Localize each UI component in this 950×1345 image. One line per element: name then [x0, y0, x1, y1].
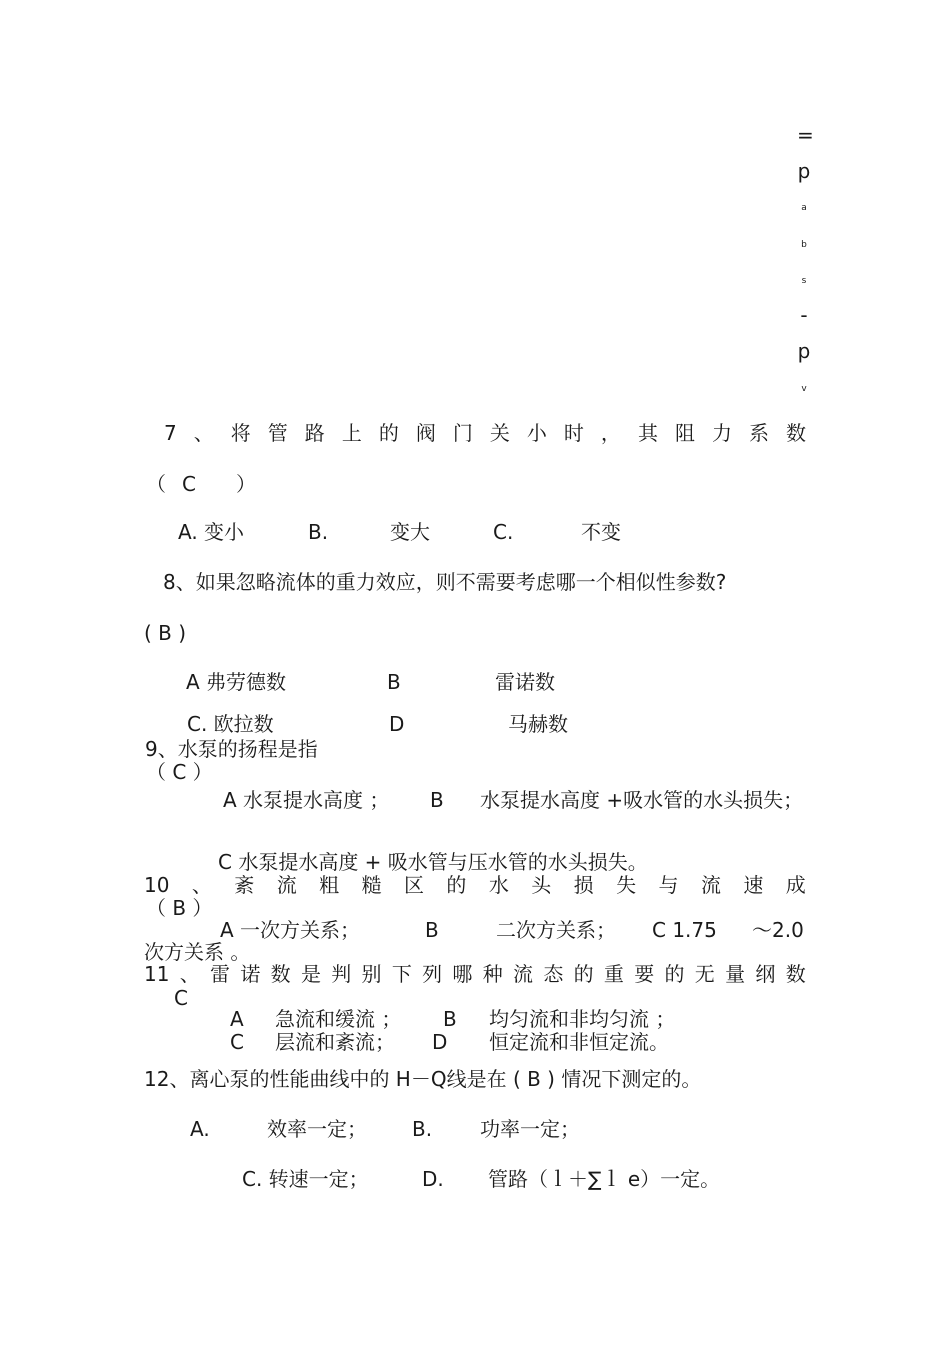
q7-option-b-text: 变大	[390, 520, 430, 544]
formula-char: p	[797, 159, 811, 183]
formula-char: a	[801, 203, 807, 213]
q10-option-b-text: 二次方关系；	[496, 918, 616, 942]
formula-char: =	[797, 123, 814, 147]
q11-answer: C	[174, 986, 188, 1010]
q8-option-a: A 弗劳德数	[186, 670, 287, 694]
q7-option-b-label: B.	[308, 520, 329, 544]
q10-answer: （ B ）	[146, 896, 213, 920]
q8-option-b-text: 雷诺数	[495, 670, 555, 694]
q8-option-d-label: D	[389, 712, 405, 736]
q11-option-c-label: C	[230, 1030, 244, 1054]
q12-option-a-text: 效率一定；	[267, 1117, 367, 1141]
q9-option-c: C 水泵提水高度 + 吸水管与压水管的水头损失。	[218, 850, 648, 874]
q7-stem: 7 、 将 管 路 上 的 阀 门 关 小 时 ， 其 阻 力 系 数	[164, 421, 806, 445]
q12-option-b-label: B.	[412, 1117, 433, 1141]
formula-char: b	[801, 240, 807, 250]
q7-paren-open: （	[146, 472, 166, 496]
q11-option-a-text: 急流和缓流 ；	[275, 1007, 402, 1031]
q10-option-b-label: B	[425, 918, 439, 942]
q7-option-a: A. 变小	[178, 520, 245, 544]
q9-option-a: A 水泵提水高度 ；	[223, 788, 390, 812]
q12-option-d-label: D.	[422, 1167, 444, 1191]
q8-answer: ( B )	[144, 621, 187, 645]
q10-option-c-text: ～2.0	[752, 918, 804, 942]
q10-option-a: A 一次方关系；	[220, 918, 361, 942]
q7-paren-close: ）	[236, 472, 256, 496]
q11-option-d-label: D	[432, 1030, 448, 1054]
q11-option-b-label: B	[443, 1007, 457, 1031]
formula-char: v	[801, 384, 807, 394]
q12-stem: 12、离心泵的性能曲线中的 H－Q线是在 ( B ) 情况下测定的。	[144, 1067, 702, 1091]
q8-option-d-text: 马赫数	[508, 712, 568, 736]
q9-answer: （ C ）	[146, 760, 213, 784]
q12-option-b-text: 功率一定；	[480, 1117, 580, 1141]
q12-option-c: C. 转速一定；	[242, 1167, 369, 1191]
q11-option-a-label: A	[230, 1007, 244, 1031]
q10-option-c-label: C 1.75	[652, 918, 717, 942]
q12-option-a-label: A.	[190, 1117, 210, 1141]
formula-char: s	[801, 276, 807, 286]
formula-char: -	[800, 303, 808, 327]
q10-option-c-tail: 次方关系 。	[144, 940, 251, 964]
q11-option-d-text: 恒定流和非恒定流。	[489, 1030, 669, 1054]
q8-option-b-label: B	[387, 670, 401, 694]
q7-option-c-text: 不变	[581, 520, 621, 544]
q7-option-c-label: C.	[493, 520, 514, 544]
q9-option-b-text: 水泵提水高度 +吸水管的水头损失；	[480, 788, 804, 812]
q10-stem: 10 、 紊 流 粗 糙 区 的 水 头 损 失 与 流 速 成	[144, 873, 806, 897]
q12-option-d-text: 管路（ｌ＋∑ｌ e）一定。	[488, 1167, 721, 1191]
q11-option-b-text: 均匀流和非均匀流 ；	[489, 1007, 676, 1031]
q11-option-c-text: 层流和紊流；	[275, 1030, 395, 1054]
q8-option-c: C. 欧拉数	[187, 712, 274, 736]
q8-stem: 8、如果忽略流体的重力效应，则不需要考虑哪一个相似性参数?	[163, 570, 727, 594]
q7-answer: C	[182, 472, 196, 496]
q9-option-b-label: B	[430, 788, 444, 812]
q11-stem: 11 、 雷 诺 数 是 判 别 下 列 哪 种 流 态 的 重 要 的 无 量 纲 数	[144, 962, 806, 986]
q9-stem: 9、水泵的扬程是指	[145, 737, 318, 761]
formula-char: p	[797, 339, 811, 363]
